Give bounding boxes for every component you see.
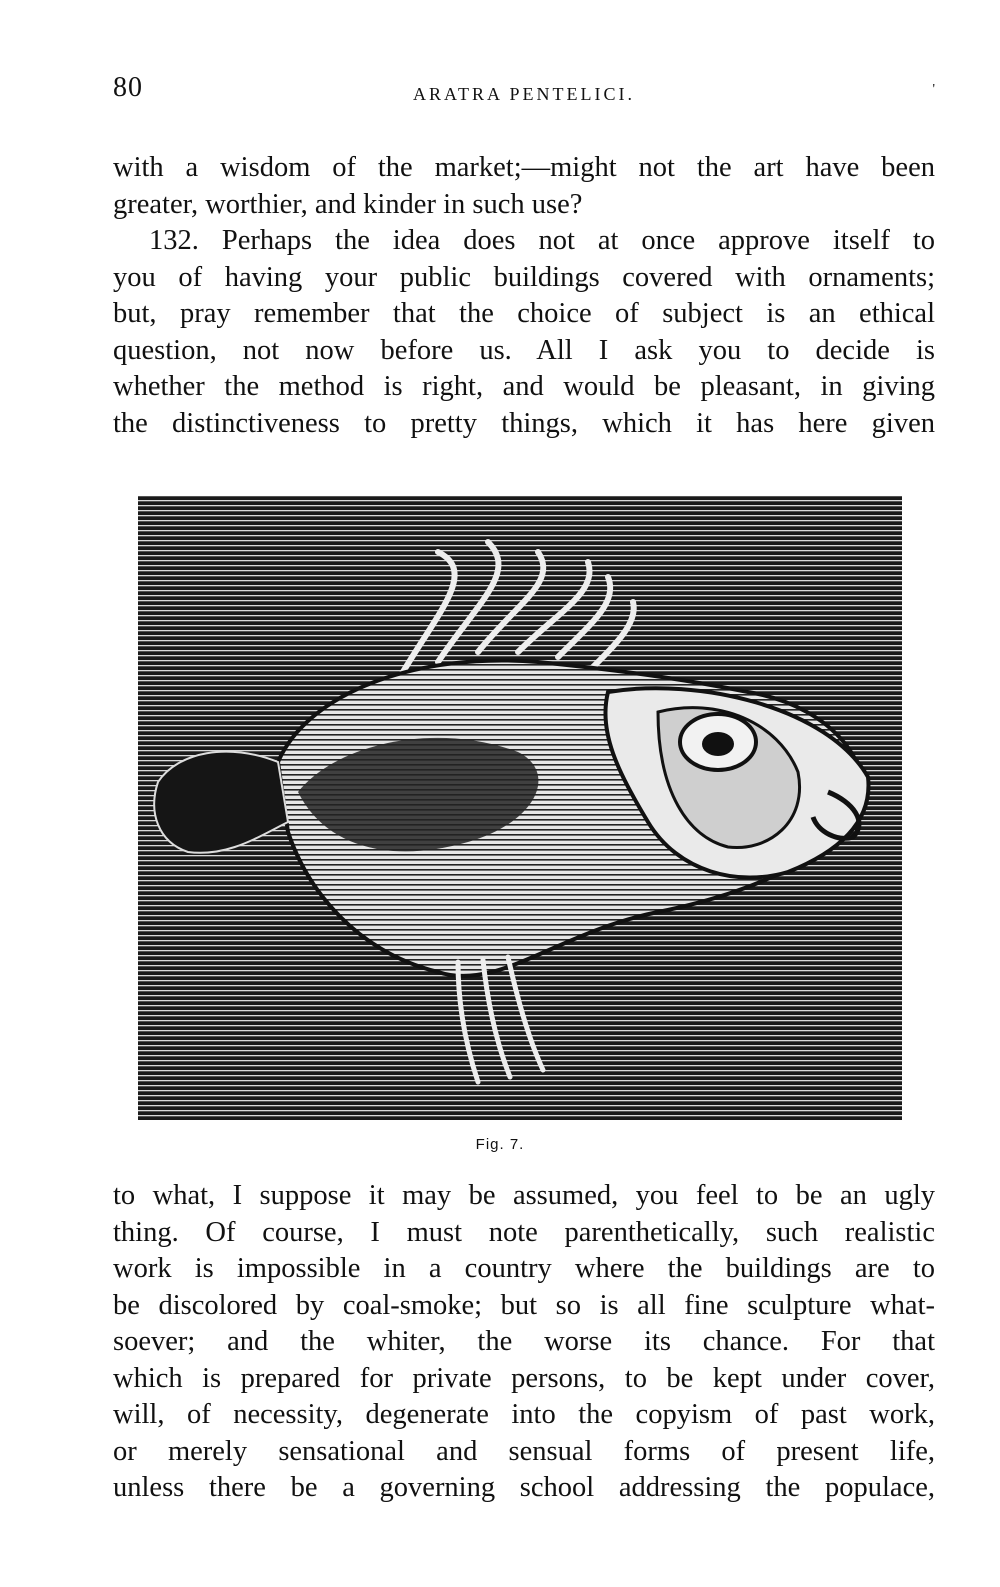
text-line: be discolored by coal-smoke; but so is all fine sculpture what- — [113, 1289, 935, 1321]
text-line: but, pray remember that the choice of subject is an ethical — [113, 298, 935, 329]
text-line: soever; and the whiter, the worse its chance. For that — [113, 1326, 935, 1357]
text-line: the distinctiveness to pretty things, which it has here given — [113, 407, 935, 439]
text-line: to what, I suppose it may be assumed, you feel to be an ugly — [113, 1180, 935, 1211]
text-line: greater, worthier, and kinder in such use? — [113, 188, 583, 220]
text-line: will, of necessity, degenerate into the copyism of past work, — [113, 1399, 935, 1430]
page-number: 80 — [113, 72, 143, 103]
page-header — [113, 72, 935, 112]
text-line: question, not now before us. All I ask you to decide is — [113, 334, 935, 366]
paragraph-132-start: 132. Perhaps the idea does not at once approve itself to — [149, 225, 935, 256]
text-line: or merely sensational and sensual forms of present life, — [113, 1435, 935, 1467]
text-line: thing. Of course, I must note parenthetically, such realistic — [113, 1216, 935, 1248]
header-mark: ' — [932, 82, 935, 97]
fish-engraving-figure — [138, 492, 902, 1124]
text-block-bottom — [113, 1178, 935, 1507]
figure-caption: Fig. 7. — [475, 1136, 525, 1153]
text-line: with a wisdom of the market;—might not the art have been — [113, 152, 935, 183]
text-line: which is prepared for private persons, to be kept under cover, — [113, 1362, 935, 1394]
text-line: unless there be a governing school addressing the populace, — [113, 1472, 935, 1503]
text-line: you of having your public buildings covered with ornaments; — [113, 261, 935, 293]
running-head: ARATRA PENTELICI. — [413, 84, 635, 104]
text-line: work is impossible in a country where the buildings are to — [113, 1253, 935, 1284]
text-line: whether the method is right, and would be pleasant, in giving — [113, 371, 935, 402]
text-block-top — [113, 150, 935, 442]
fish-engraving-image — [138, 492, 902, 1124]
